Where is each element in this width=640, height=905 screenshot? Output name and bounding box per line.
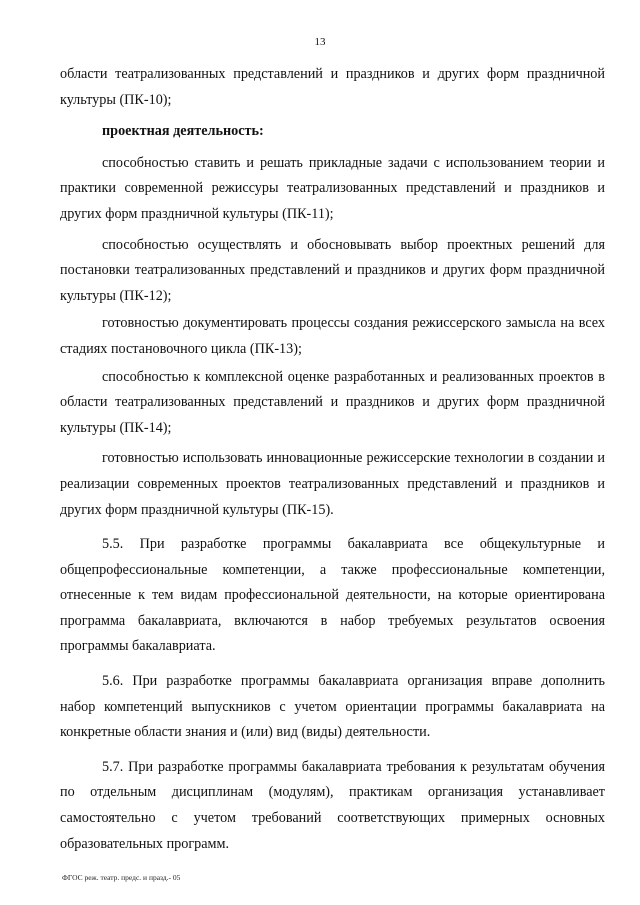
paragraph-5-5: 5.5. При разработке программы бакалавриата все общекультурные и общепрофессиональные компетенции, а также профессиональные компетенции, отнесенные к тем видам профессиональной деятельности, на которые ориентирована программа бакалавриата, включаются в набор требуемых результатов освоения программы бакалавриата. bbox=[60, 536, 605, 655]
paragraph-5-7: 5.7. При разработке программы бакалавриата требования к результатам обучения по отдельным дисциплинам (модулям), практикам организация устанавливает самостоятельно с учетом требований соответствующих примерных основных образовательных программ. bbox=[60, 758, 605, 852]
footer-note: ФГОС реж. театр. предс. и празд.- 05 bbox=[62, 873, 181, 882]
section-heading-project-activity: проектная деятельность: bbox=[102, 123, 264, 140]
page-number: 13 bbox=[314, 36, 326, 48]
paragraph-pk12: способностью осуществлять и обосновывать выбор проектных решений для постановки театрализованных представлений и праздников и других форм праздничной культуры (ПК-12); bbox=[60, 236, 605, 304]
paragraph-pk13: готовностью документировать процессы создания режиссерского замысла на всех стадиях постановочного цикла (ПК-13); bbox=[60, 315, 605, 357]
paragraph-pk11: способностью ставить и решать прикладные задачи с использованием теории и практики современной режиссуры театрализованных представлений и праздников и других форм праздничной культуры (ПК-11); bbox=[60, 154, 605, 222]
paragraph-pk15: готовностью использовать инновационные режиссерские технологии в создании и реализации современных проектов театрализованных представлений и праздников и других форм праздничной культуры (ПК-15). bbox=[60, 450, 605, 518]
paragraph-pk10-continuation: области театрализованных представлений и праздников и других форм праздничной культуры (ПК-10); bbox=[60, 66, 605, 108]
paragraph-pk14: способностью к комплексной оценке разработанных и реализованных проектов в области театрализованных представлений и праздников и других форм праздничной культуры (ПК-14); bbox=[60, 368, 605, 436]
document-body bbox=[60, 62, 605, 857]
paragraph-5-6: 5.6. При разработке программы бакалавриата организация вправе дополнить набор компетенций выпускников с учетом ориентации программы бакалавриата на конкретные области знания и (или) вид (виды) деятельности. bbox=[60, 673, 605, 741]
